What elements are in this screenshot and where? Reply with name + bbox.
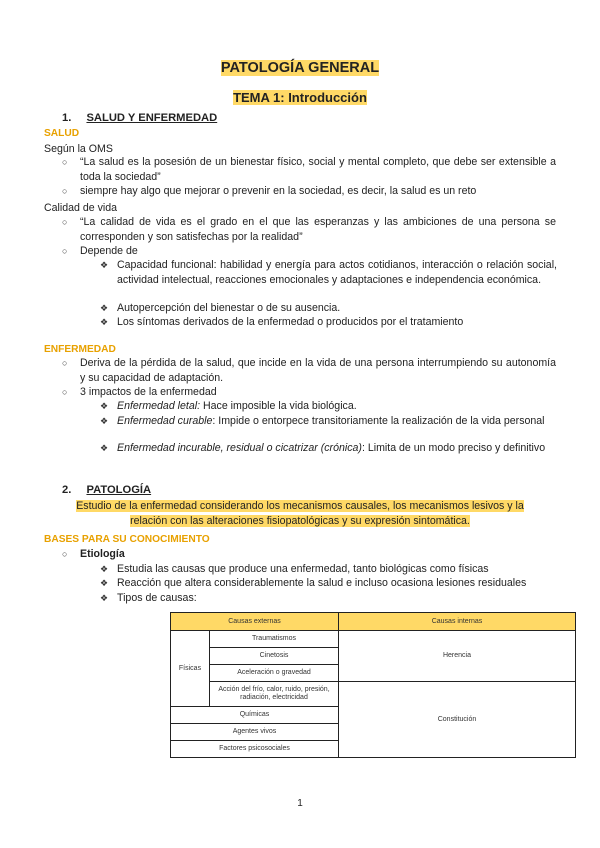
- oms-label: Según la OMS: [44, 143, 113, 155]
- etiologia-item: Reacción que altera considerablemente la salud e incluso ocasiona lesiones residuales: [117, 577, 527, 589]
- circle-bullet-icon: ○: [62, 358, 68, 368]
- salud-item: siempre hay algo que mejorar o prevenir en la sociedad, es decir, la salud es un reto: [80, 185, 477, 197]
- enfermedad-item: 3 impactos de la enfermedad: [80, 386, 217, 398]
- section2-heading: 2. PATOLOGÍA: [62, 484, 152, 496]
- patologia-definition: Estudio de la enfermedad considerando los mecanismos causales, los mecanismos lesivos y la relación con las alteraciones fisiopatológicas y su expresión sintomática.: [76, 500, 524, 527]
- impacto-item: Enfermedad incurable, residual o cicatrizar (crónica): Limita de un modo preciso y definitivo: [117, 442, 546, 454]
- depende-item: Capacidad funcional: habilidad y energía para actos cotidianos, interacción o relación social, actividad intelectual, reacciones emocionales y adaptaciones e independencia económica.: [117, 259, 557, 286]
- etiologia-item: Tipos de causas:: [117, 592, 197, 604]
- impacto-item: Enfermedad letal: Hace imposible la vida biológica.: [117, 400, 357, 412]
- diamond-bullet-icon: ❖: [100, 564, 109, 574]
- header-internal-causes: Causas internas: [339, 613, 576, 631]
- diamond-bullet-icon: ❖: [100, 260, 109, 270]
- circle-bullet-icon: ○: [62, 549, 68, 559]
- depende-item: Autopercepción del bienestar o de su ausencia.: [117, 302, 341, 314]
- constitucion-cell: Constitución: [339, 682, 576, 758]
- factores-cell: Factores psicosociales: [171, 741, 339, 758]
- agentes-cell: Agentes vivos: [171, 724, 339, 741]
- table-row: [171, 631, 576, 648]
- salud-label: SALUD: [44, 128, 80, 139]
- document-title: PATOLOGÍA GENERAL: [220, 60, 380, 76]
- bases-label: BASES PARA SU CONOCIMIENTO: [44, 534, 210, 545]
- diamond-bullet-icon: ❖: [100, 443, 109, 453]
- circle-bullet-icon: ○: [62, 246, 68, 256]
- impacto-item: Enfermedad curable: Impide o entorpece transitoriamente la realización de la vida personal: [117, 415, 545, 427]
- aceleracion-cell: Aceleración o gravedad: [210, 665, 339, 682]
- header-external-causes: Causas externas: [171, 613, 339, 631]
- diamond-bullet-icon: ❖: [100, 416, 109, 426]
- accion-cell: Acción del frío, calor, ruido, presión, radiación, electricidad: [210, 682, 339, 707]
- calidad-label: Calidad de vida: [44, 202, 118, 214]
- enfermedad-label: ENFERMEDAD: [44, 344, 116, 355]
- page-number: 1: [297, 798, 303, 809]
- enfermedad-item: Deriva de la pérdida de la salud, que incide en la vida de una persona interrumpiendo su autonomía y su capacidad de adaptación.: [80, 357, 556, 384]
- fisicas-cell: Físicas: [171, 631, 210, 707]
- depende-item: Los síntomas derivados de la enfermedad o producidos por el tratamiento: [117, 316, 464, 328]
- etiologia-item: Estudia las causas que produce una enfermedad, tanto biológicas como físicas: [117, 563, 489, 575]
- diamond-bullet-icon: ❖: [100, 593, 109, 603]
- table-row: [171, 682, 576, 707]
- herencia-cell: Herencia: [339, 631, 576, 682]
- document-subtitle: TEMA 1: Introducción: [233, 90, 367, 105]
- diamond-bullet-icon: ❖: [100, 317, 109, 327]
- calidad-item: “La calidad de vida es el grado en el que las esperanzas y las ambiciones de una persona se corresponden y son satisfechas por la realidad”: [80, 216, 556, 243]
- calidad-item: Depende de: [80, 245, 138, 257]
- circle-bullet-icon: ○: [62, 186, 68, 196]
- circle-bullet-icon: ○: [62, 387, 68, 397]
- cinetosis-cell: Cinetosis: [210, 648, 339, 665]
- circle-bullet-icon: ○: [62, 217, 68, 227]
- circle-bullet-icon: ○: [62, 157, 68, 167]
- quimicas-cell: Químicas: [171, 707, 339, 724]
- causes-table: [170, 612, 576, 758]
- etiologia-label: Etiología: [80, 548, 125, 560]
- table-header-row: [171, 613, 576, 631]
- diamond-bullet-icon: ❖: [100, 578, 109, 588]
- diamond-bullet-icon: ❖: [100, 401, 109, 411]
- salud-item: “La salud es la posesión de un bienestar físico, social y mental completo, que debe ser extensible a toda la sociedad”: [80, 156, 556, 183]
- section1-heading: 1. SALUD Y ENFERMEDAD: [62, 112, 218, 124]
- diamond-bullet-icon: ❖: [100, 303, 109, 313]
- traumatismos-cell: Traumatismos: [210, 631, 339, 648]
